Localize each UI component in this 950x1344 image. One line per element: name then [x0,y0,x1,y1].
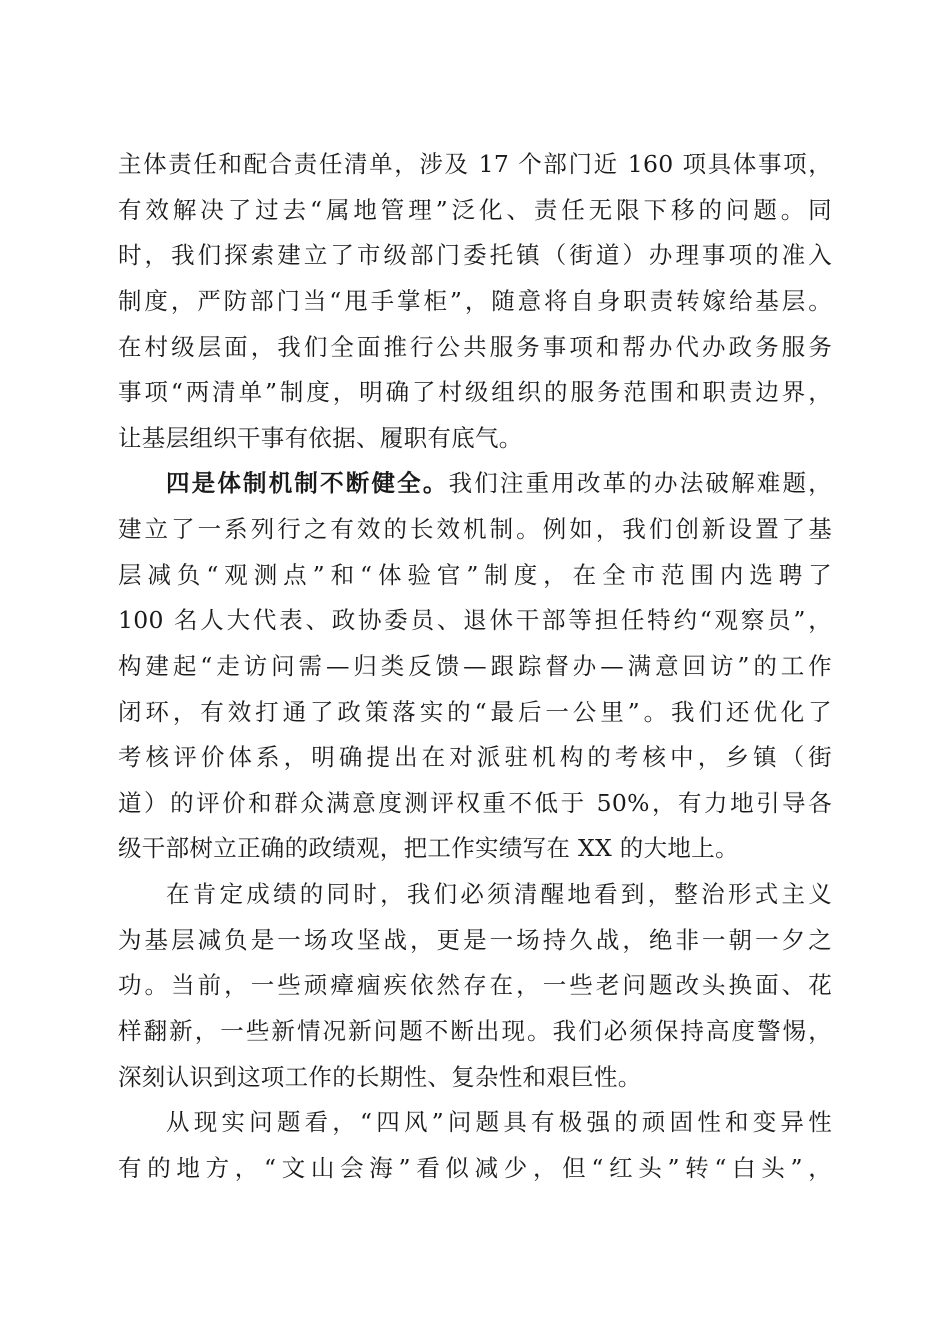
text-line: 制度，严防部门当“甩手掌柜”，随意将自身职责转嫁给基层。 [118,287,832,315]
text-line: 有效解决了过去“属地管理”泛化、责任无限下移的问题。同 [118,196,832,224]
text-line: 从现实问题看，“四风”问题具有极强的顽固性和变异性 [166,1108,832,1136]
text-line: 在村级层面，我们全面推行公共服务事项和帮办代办政务服务 [118,333,832,361]
text-line: 深刻认识到这项工作的长期性、复杂性和艰巨性。 [118,1063,642,1091]
text-line: 在肯定成绩的同时，我们必须清醒地看到，整治形式主义 [166,880,832,908]
text-line: 层减负“观测点”和“体验官”制度，在全市范围内选聘了 [118,561,832,589]
text-line: 考核评价体系，明确提出在对派驻机构的考核中，乡镇（街 [118,743,832,771]
text-line: 级干部树立正确的政绩观，把工作实绩写在 XX 的大地上。 [118,834,739,862]
text-span: 我们注重用改革的办法破解难题， [448,469,832,497]
text-line: 让基层组织干事有依据、履职有底气。 [118,424,523,452]
text-line: 道）的评价和群众满意度测评权重不低于 50%，有力地引导各 [118,789,832,817]
text-line: 样翻新，一些新情况新问题不断出现。我们必须保持高度警惕， [118,1017,832,1045]
text-line: 100 名人大代表、政协委员、退休干部等担任特约“观察员”， [118,606,832,634]
text-line: 构建起“走访问需—归类反馈—跟踪督办—满意回访”的工作 [118,652,832,680]
text-line: 闭环，有效打通了政策落实的“最后一公里”。我们还优化了 [118,698,832,726]
text-line: 时，我们探索建立了市级部门委托镇（街道）办理事项的准入 [118,241,832,269]
text-line: 主体责任和配合责任清单，涉及 17 个部门近 160 项具体事项， [118,150,832,178]
paragraph-heading: 四是体制机制不断健全。 [166,469,449,497]
paragraph-lead-line [166,467,832,499]
text-line: 为基层减负是一场攻坚战，更是一场持久战，绝非一朝一夕之 [118,926,832,954]
text-line: 建立了一系列行之有效的长效机制。例如，我们创新设置了基 [118,515,832,543]
text-line: 功。当前，一些顽瘴痼疾依然存在，一些老问题改头换面、花 [118,971,832,999]
text-line: 事项“两清单”制度，明确了村级组织的服务范围和职责边界， [118,378,832,406]
text-line: 有的地方，“文山会海”看似减少，但“红头”转“白头”， [118,1154,832,1182]
